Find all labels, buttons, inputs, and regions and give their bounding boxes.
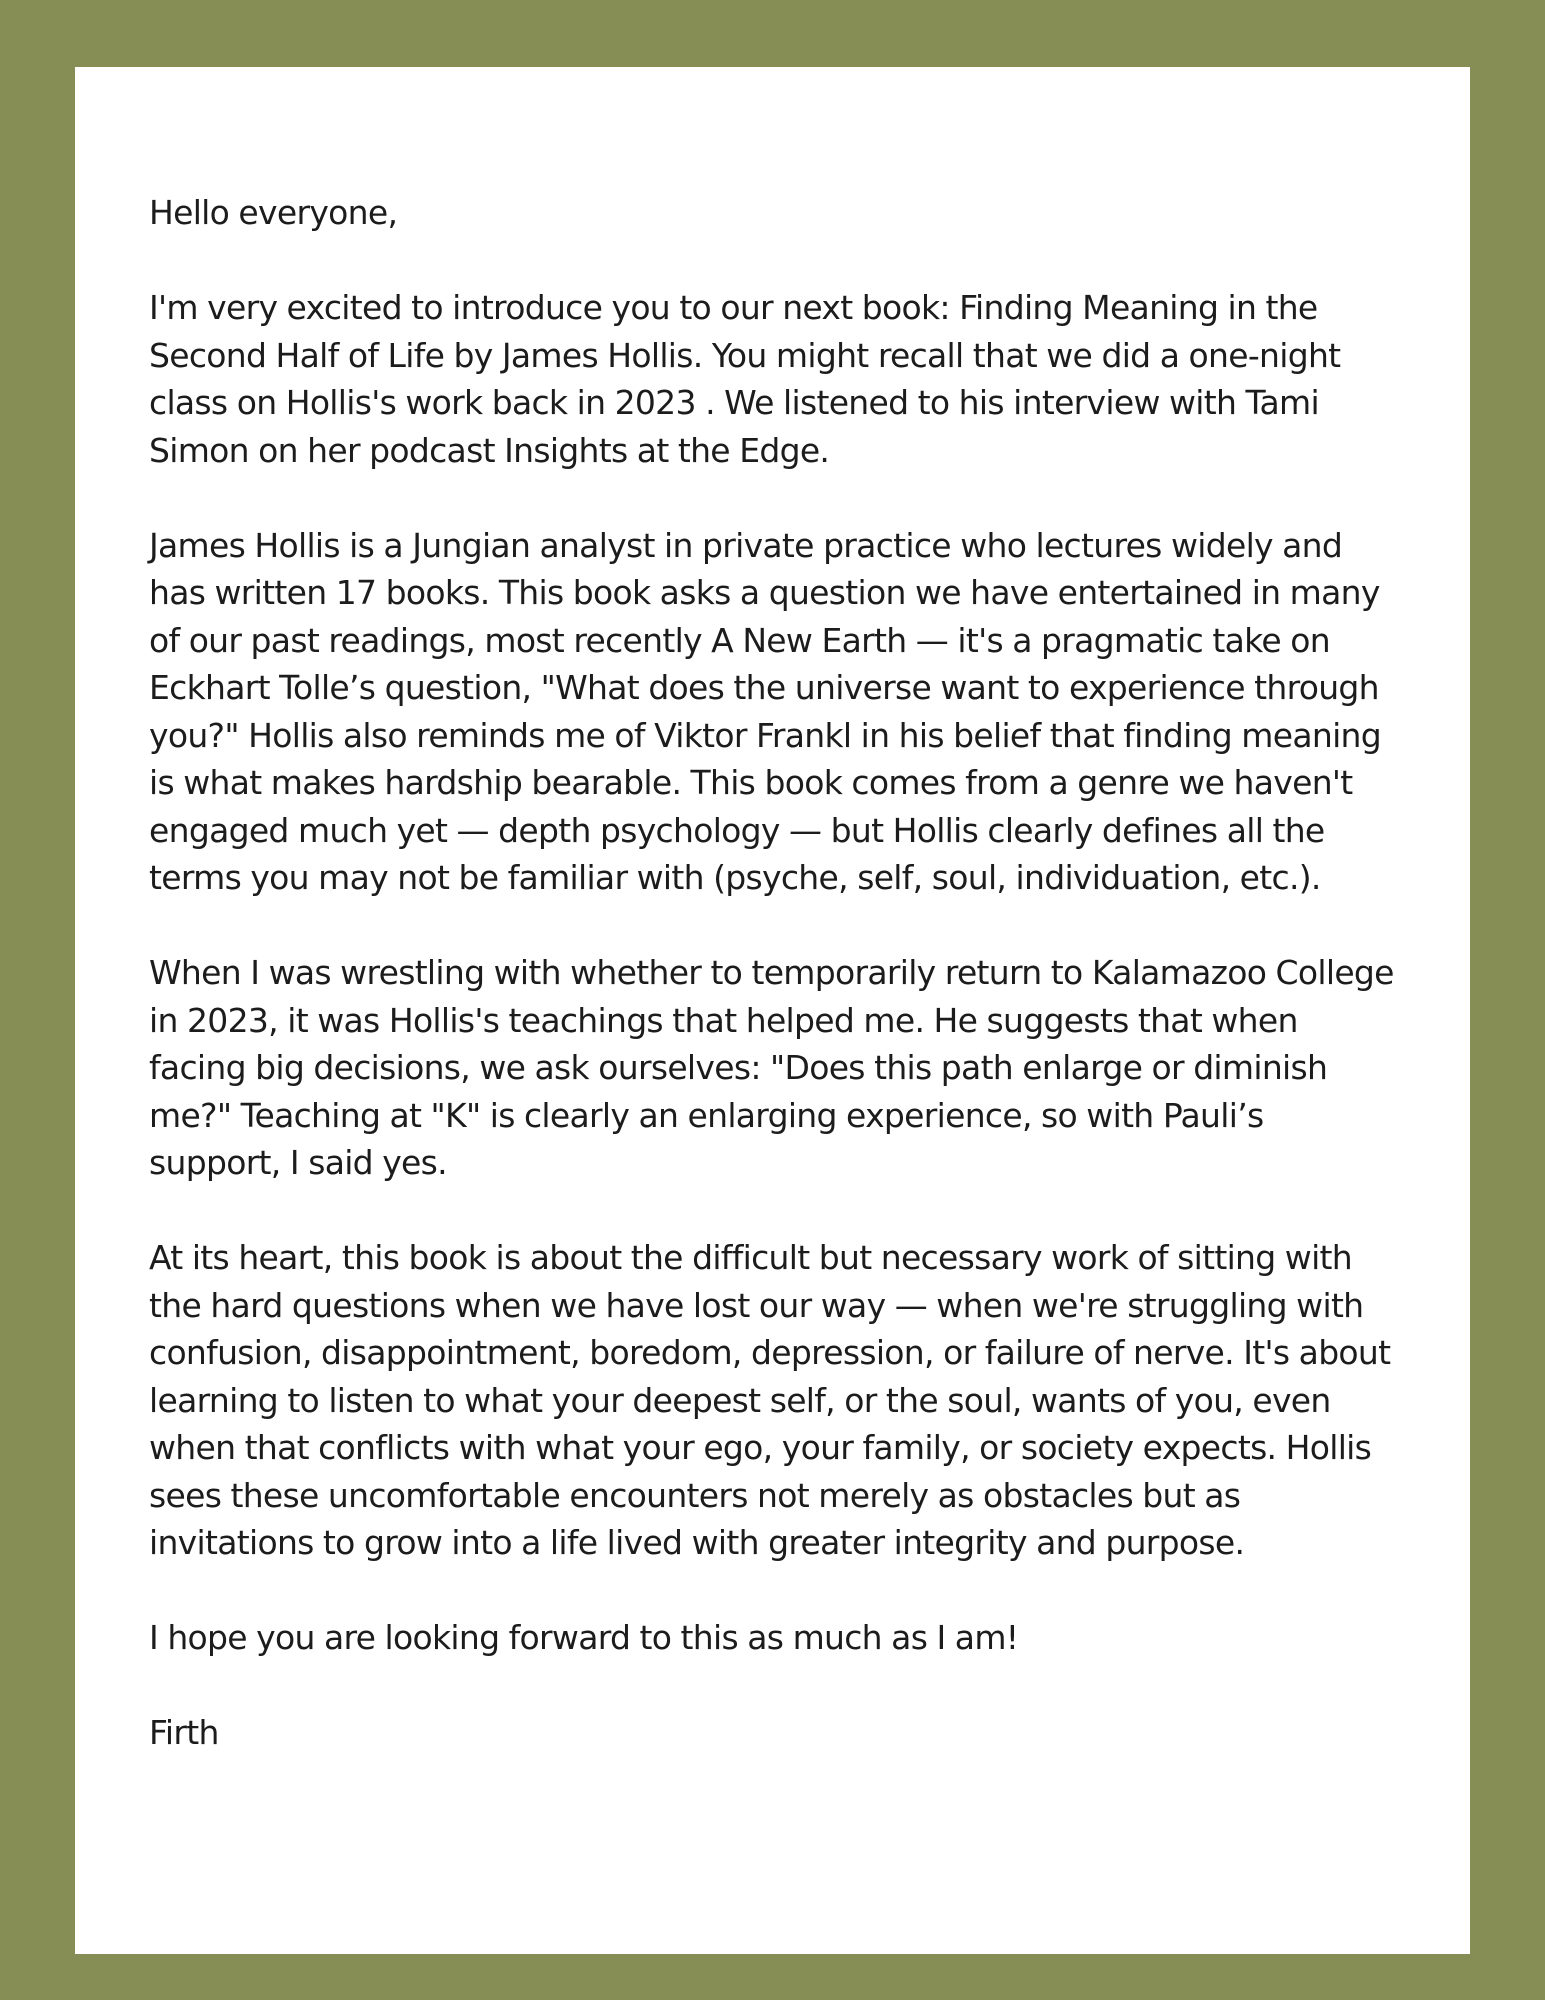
signature: Firth [149, 1713, 219, 1752]
paragraph-personal: When I was wrestling with whether to temporarily return to Kalamazoo College in 2023, it was Hollis's teachings that helped me. He suggests that when facing big decisions, we ask ourselves: "Does this path enlarge or diminish me?" Teaching at "K" is clearly an enlarging experience, so with Pauli’s support, I said yes. [149, 953, 1394, 1182]
paragraph-author: James Hollis is a Jungian analyst in private practice who lectures widely and has written 17 books. This book asks a question we have entertained in many of our past readings, most recently A New Earth — it's a pragmatic take on Eckhart Tolle’s question, "What does the universe want to experience through you?" Hollis also reminds me of Viktor Frankl in his belief that finding meaning is what makes hardship bearable. This book comes from a genre we haven't engaged much yet — depth psychology — but Hollis clearly defines all the terms you may not be familiar with (psyche, self, soul, individuation, etc.). [149, 525, 1382, 897]
letter-page [75, 67, 1470, 1954]
paragraph-summary: At its heart, this book is about the difficult but necessary work of sitting with the hard questions when we have lost our way — when we're struggling with confusion, disappointment, boredom, depression, or failure of nerve. It's about learning to listen to what your deepest self, or the soul, wants of you, even when that conflicts with what your ego, your family, or society expects. Hollis sees these uncomfortable encounters not merely as obstacles but as invitations to grow into a life lived with greater integrity and purpose. [149, 1238, 1391, 1562]
greeting: Hello everyone, [149, 193, 398, 232]
letter-body [149, 189, 1395, 1757]
paragraph-intro: I'm very excited to introduce you to our next book: Finding Meaning in the Second Half of Life by James Hollis. You might recall that we did a one-night class on Hollis's work back in 2023 . We listened to his interview with Tami Simon on her podcast Insights at the Edge. [149, 288, 1341, 470]
closing-line: I hope you are looking forward to this as much as I am! [149, 1618, 1019, 1657]
